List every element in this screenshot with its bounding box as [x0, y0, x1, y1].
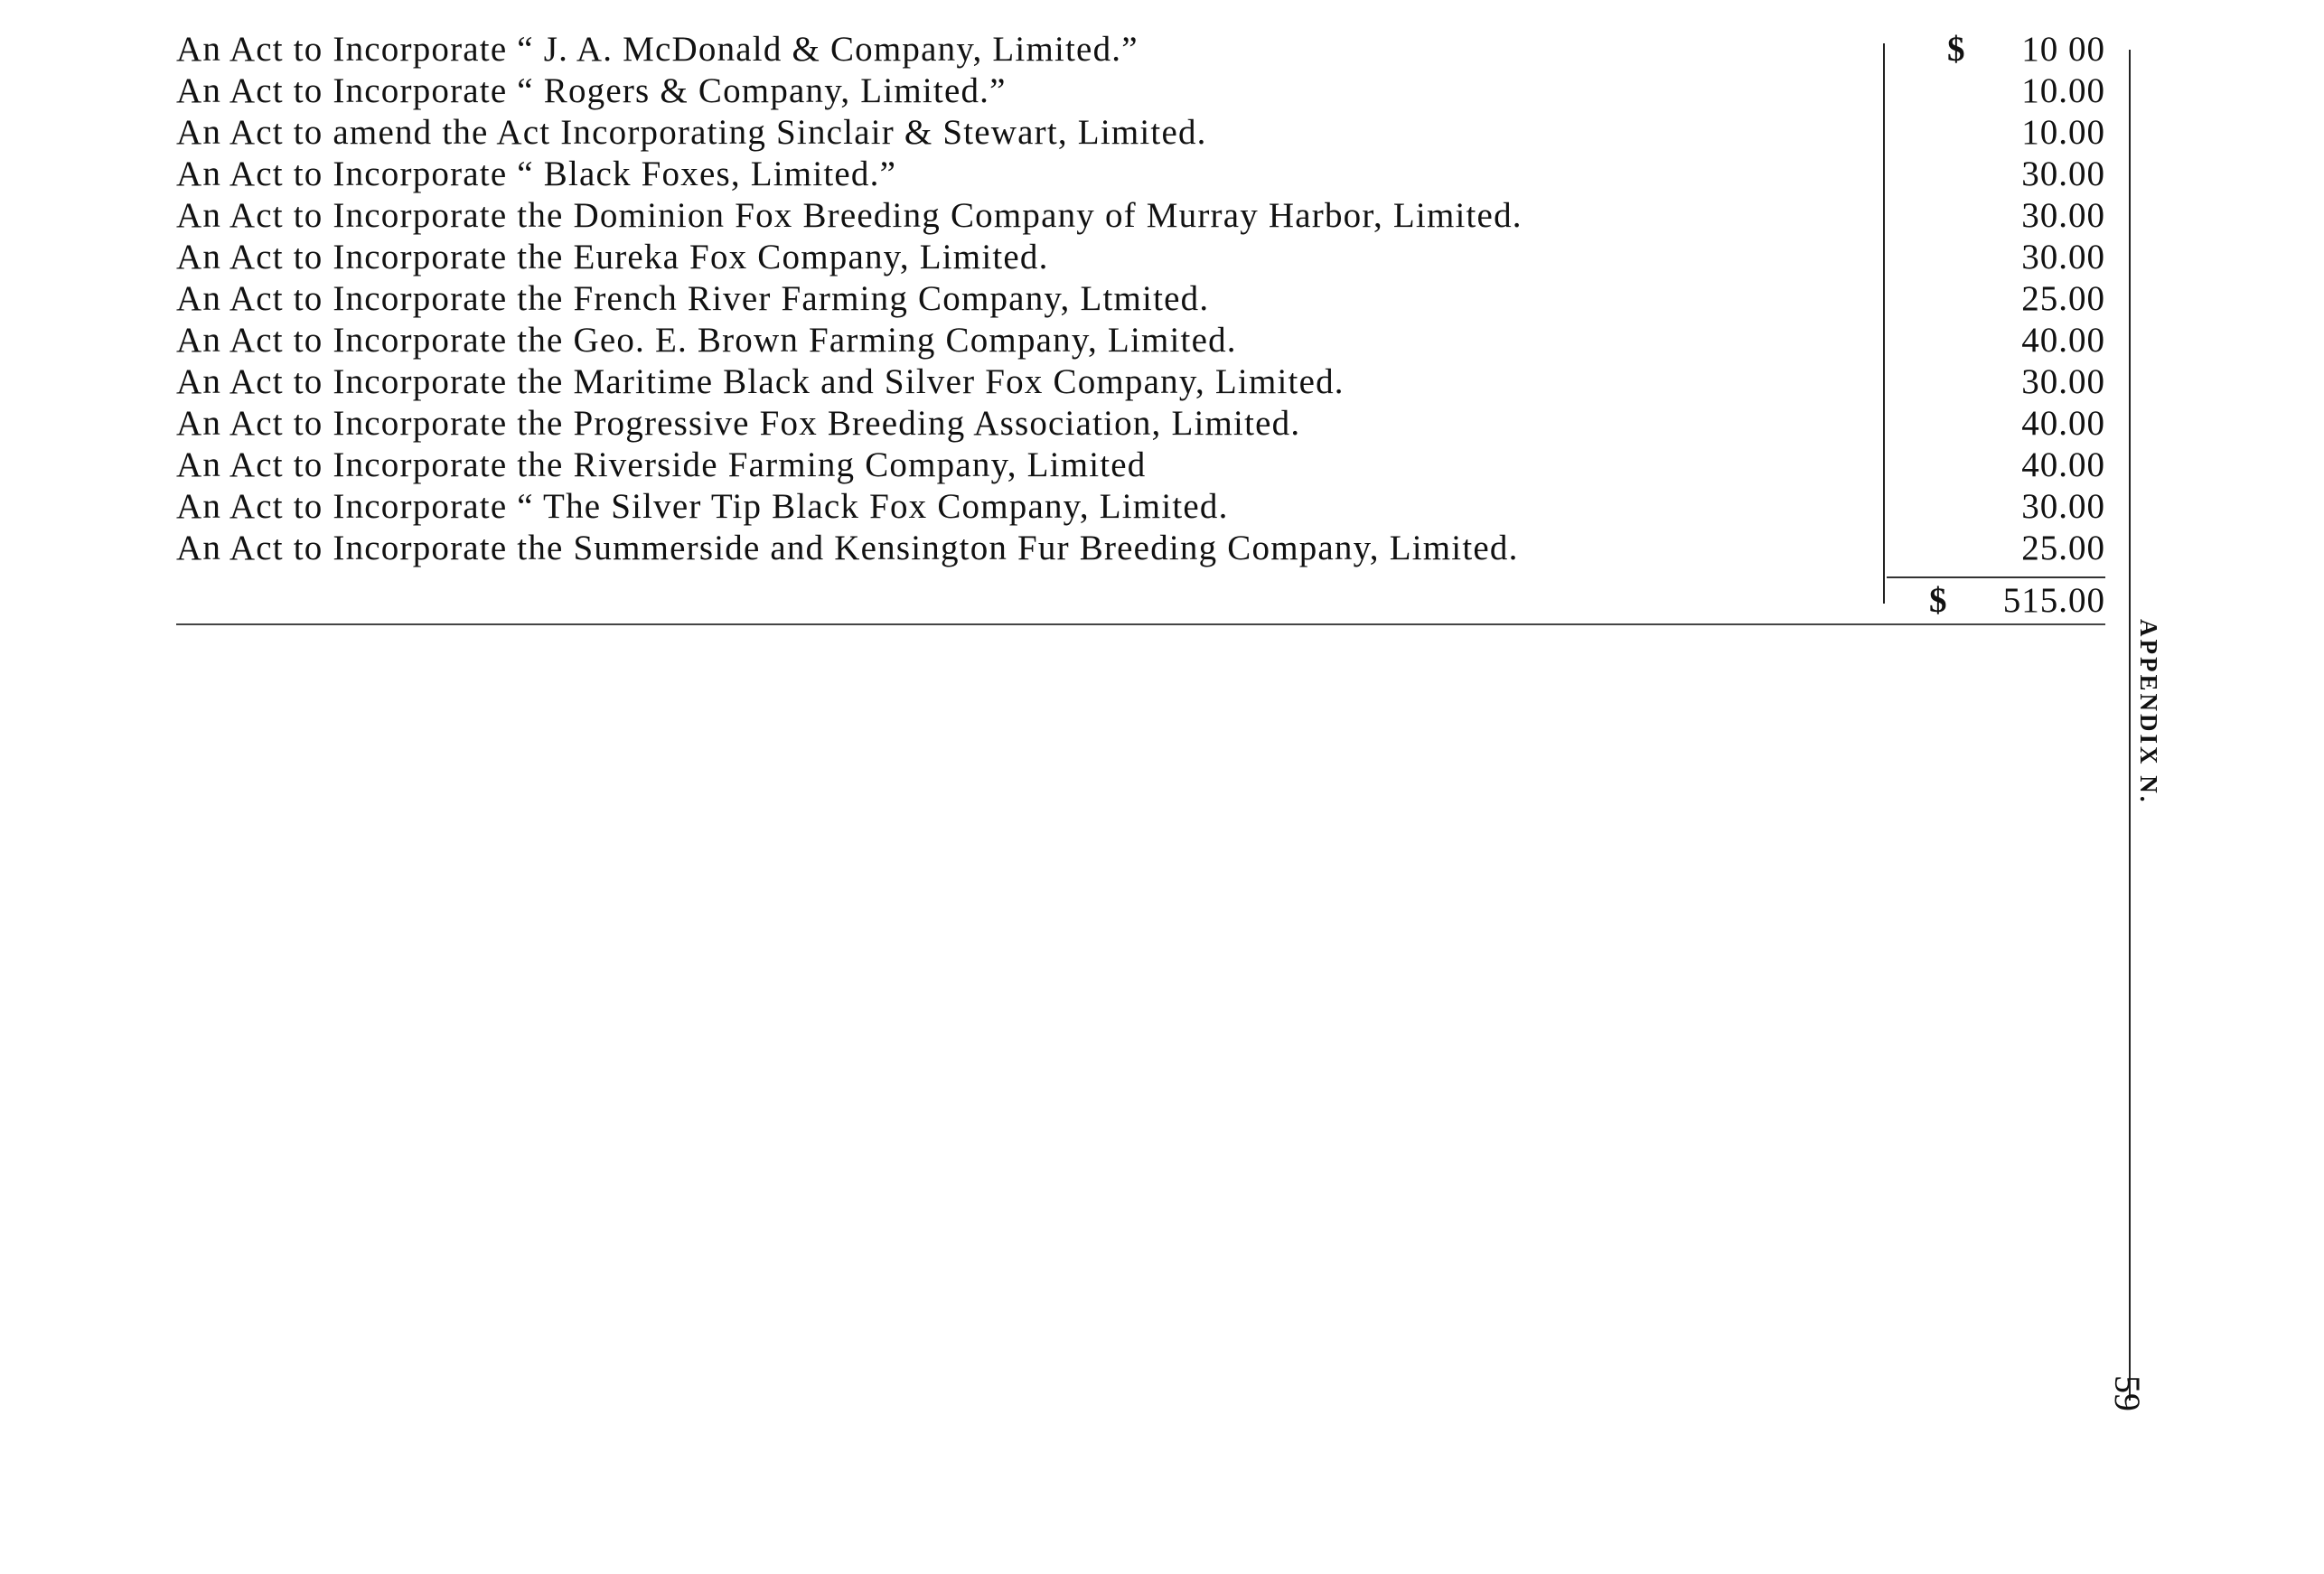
amount-value: 10 00: [2021, 30, 2105, 69]
dollar-sign: $: [1947, 30, 1965, 69]
total-row: [1884, 580, 2105, 622]
act-entry: An Act to Incorporate “ J. A. McDonald & Company, Limited.”: [176, 30, 1139, 69]
amount-value: 40.00: [2021, 404, 2105, 443]
act-entry: An Act to Incorporate the Dominion Fox Breeding Company of Murray Harbor, Limited.: [176, 196, 1523, 235]
amount-value: 30.00: [2021, 362, 2105, 401]
amount-cell: [1884, 278, 2105, 320]
act-entry: An Act to Incorporate “ Black Foxes, Limited.”: [176, 155, 897, 193]
act-entry: An Act to Incorporate the Eureka Fox Company, Limited.: [176, 238, 1049, 276]
amount-cell: [1884, 320, 2105, 361]
amount-value: 30.00: [2021, 196, 2105, 235]
act-entry: An Act to Incorporate the Progressive Fox Breeding Association, Limited.: [176, 404, 1301, 443]
act-entry: An Act to Incorporate the Riverside Farming Company, Limited: [176, 445, 1147, 484]
act-entry: An Act to Incorporate “ Rogers & Company, Limited.”: [176, 71, 1007, 110]
amount-value: 10.00: [2021, 113, 2105, 152]
amount-value: 25.00: [2021, 279, 2105, 318]
total-value: 515.00: [2002, 581, 2105, 620]
amount-cell: [1884, 361, 2105, 403]
amount-cell: [1884, 70, 2105, 112]
amount-value: 10.00: [2021, 71, 2105, 110]
table-bottom-rule: [176, 623, 2105, 625]
amount-cell: [1884, 195, 2105, 237]
act-entry: An Act to Incorporate the Maritime Black and Silver Fox Company, Limited.: [176, 362, 1345, 401]
amount-value: 25.00: [2021, 529, 2105, 567]
amount-column-right-rule: [2129, 50, 2131, 1401]
amount-cell: [1884, 528, 2105, 569]
amount-value: 30.00: [2021, 155, 2105, 193]
amount-cell: [1884, 445, 2105, 486]
amount-cell: [1884, 237, 2105, 278]
amount-cell: [1884, 154, 2105, 195]
amount-value: 30.00: [2021, 487, 2105, 526]
appendix-header: APPENDIX N.: [2135, 619, 2162, 805]
act-entry: An Act to Incorporate the Geo. E. Brown Farming Company, Limited.: [176, 321, 1237, 360]
total-dollar-sign: $: [1929, 581, 1947, 620]
amount-cell: [1884, 112, 2105, 154]
act-entry: An Act to Incorporate the French River Farming Company, Ltmited.: [176, 279, 1210, 318]
amount-cell: [1884, 486, 2105, 528]
act-entry: An Act to Incorporate “ The Silver Tip Black Fox Company, Limited.: [176, 487, 1229, 526]
act-entry: An Act to Incorporate the Summerside and Kensington Fur Breeding Company, Limited.: [176, 529, 1519, 567]
act-entry: An Act to amend the Act Incorporating Sinclair & Stewart, Limited.: [176, 113, 1207, 152]
amount-value: 30.00: [2021, 238, 2105, 276]
sum-rule: [1887, 576, 2105, 578]
page-number: 59: [2107, 1375, 2148, 1411]
amount-cell: [1884, 403, 2105, 445]
amount-value: 40.00: [2021, 321, 2105, 360]
amount-value: 40.00: [2021, 445, 2105, 484]
amount-cell: [1884, 29, 2105, 70]
